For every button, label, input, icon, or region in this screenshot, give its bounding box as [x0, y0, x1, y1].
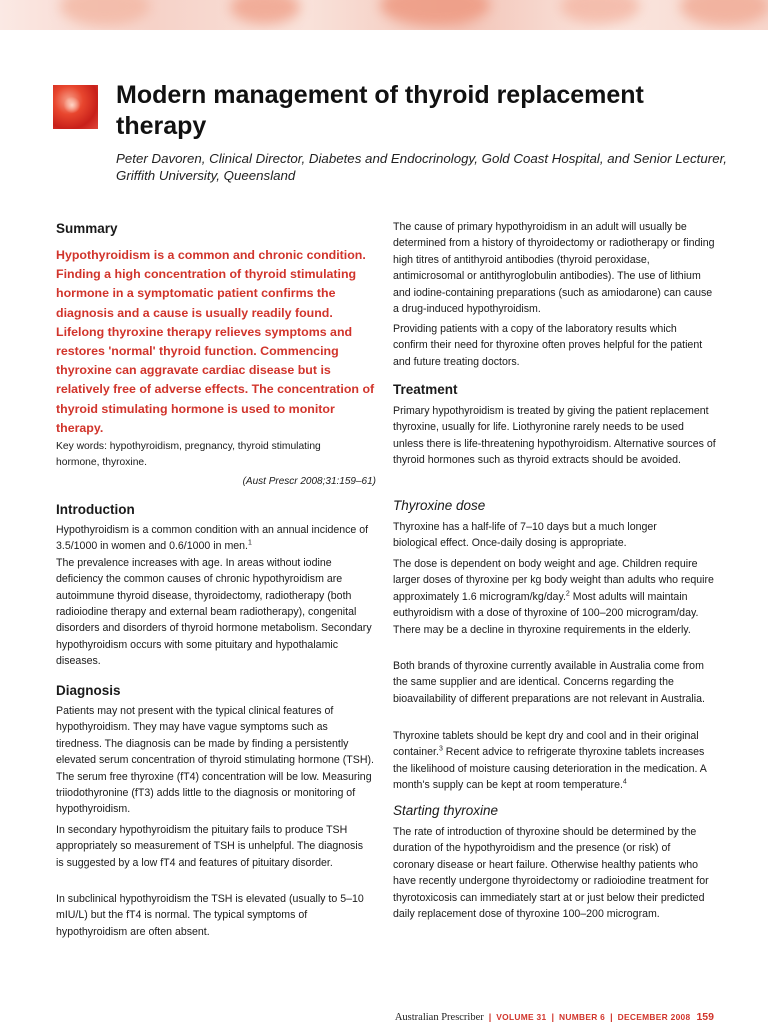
storage-text-2: Recent advice to refrigerate thyroxine tablets increases the likelihood of moisture causing deterioration in the medication. A month's supply can be kept at room temperature. — [393, 746, 707, 792]
treatment-heading: Treatment — [393, 382, 458, 397]
decorative-header-band — [0, 0, 768, 30]
reference-4: 4 — [622, 778, 627, 786]
introduction-heading: Introduction — [56, 502, 135, 517]
number-label: NUMBER 6 — [559, 1012, 606, 1022]
date-label: DECEMBER 2008 — [617, 1012, 691, 1022]
citation: (Aust Prescr 2008;31:159–61) — [242, 476, 376, 487]
starting-paragraph: The rate of introduction of thyroxine should be determined by the duration of the hypothyroidism and the presence (or risk) of coronary disease or heart failure. Otherwise healthy patients who have recently undergone thyroidectomy or radioiodine treatment for thyrotoxicosis can immediately start at or just below their predicted daily replacement dose of thyroxine 100–200 microgram. — [393, 826, 709, 921]
reference-1: 1 — [248, 539, 252, 547]
reference-3: 3 — [438, 745, 443, 753]
dose-text-1: The dose is dependent on body weight and age. Children require larger doses of thyroxine per kg body weight than adults who require approximately 1.6 microgram/kg/day. — [393, 558, 714, 603]
volume-label: VOLUME 31 — [496, 1012, 547, 1022]
journal-name: Australian Prescriber — [394, 1012, 484, 1023]
article-emblem-image — [53, 85, 98, 129]
treatment-paragraph: Primary hypothyroidism is treated by giving the patient replacement thyroxine, usually for life. Liothyronine rarely needs to be used unless there is life-threatening hypothyroidism. Alternative sources of thyroid hormones such as thyroid extracts should be avoided. — [393, 405, 716, 467]
diagnosis-paragraph-2: In secondary hypothyroidism the pituitary fails to produce TSH appropriately so measurement of TSH is unhelpful. The diagnosis is suggested by a low fT4 and features of pituitary disorder. — [56, 824, 363, 869]
diagnosis-paragraph-3: In subclinical hypothyroidism the TSH is elevated (usually to 5–10 mIU/L) but the fT4 is normal. The typical symptoms of hypothyroidism are often absent. — [56, 893, 364, 938]
diagnosis-heading: Diagnosis — [56, 683, 121, 698]
page-number: 159 — [696, 1011, 714, 1023]
article-title: Modern management of thyroid replacement therapy — [116, 81, 644, 140]
introduction-text-1: Hypothyroidism is a common condition with an annual incidence of 3.5/1000 in women and 0.6/1000 in men. — [56, 524, 369, 553]
reference-2: 2 — [565, 590, 570, 598]
summary-text: Hypothyroidism is a common and chronic condition. Finding a high concentration of thyroid stimulating hormone in a symptomatic patient confirms the diagnosis and a cause is usually readily found. Lifelong thyroxine therapy relieves symptoms and restores 'normal' thyroid function. Commencing thyroxine can aggravate cardiac disease but is relatively free of adverse effects. The concentration of thyroid stimulating hormone is used to monitor therapy. — [56, 248, 375, 435]
storage-text-1: Thyroxine tablets should be kept dry and cool and in their original container. — [393, 730, 699, 759]
cause-paragraph: The cause of primary hypothyroidism in an adult will usually be determined from a history of thyroidectomy or radiotherapy or finding high titres of antithyroid antibodies (thyroid peroxidase, antimicrosomal or antithyroglobulin antibodies). The use of lithium and iodine-containing preparations (such as amiodarone) can cause a drug-induced hypothyroidism. — [393, 221, 715, 316]
keywords: Key words: hypothyroidism, pregnancy, thyroid stimulating hormone, thyroxine. — [56, 441, 321, 468]
dose-text-2: Most adults will maintain euthyroidism with a dose of thyroxine of 100–200 microgram/day. There may be a decline in thyroxine requirements in the elderly. — [393, 590, 699, 636]
lab-results-paragraph: Providing patients with a copy of the laboratory results which confirm their need for thyroxine often proves helpful for the patient and future treating doctors. — [393, 323, 703, 368]
author-line: Peter Davoren, Clinical Director, Diabetes and Endocrinology, Gold Coast Hospital, and Senior Lecturer, Griffith University, Queensland — [116, 151, 727, 183]
summary-heading: Summary — [56, 221, 118, 236]
dose-paragraph-3: Both brands of thyroxine currently available in Australia come from the same supplier and are identical. Concerns regarding the bioavailability of different preparations are not relevant in Australia. — [393, 660, 705, 705]
introduction-text-2: The prevalence increases with age. In areas without iodine deficiency the common causes of chronic hypothyroidism are autoimmune thyroid disease, thyroidectomy, radiotherapy (both radioiodine therapy and external beam radiotherapy), congenital disorders and disorders of thyroid hormone metabolism. Secondary hypothyroidism occurs with some pituitary and hypothalamic diseases. — [56, 556, 372, 668]
dose-paragraph-2 — [393, 556, 715, 638]
diagnosis-paragraph-1: Patients may not present with the typical clinical features of hypothyroidism. They may have vague symptoms such as tiredness. The diagnosis can be made by finding a persistently elevated serum concentration of thyroid stimulating hormone (TSH). The serum free thyroxine (fT4) concentration will be low. Measuring triiodothyronine (fT3) adds little to the diagnosis or monitoring of hypothyroidism. — [56, 705, 374, 816]
dose-paragraph-1: Thyroxine has a half-life of 7–10 days but a much longer biological effect. Once-daily dosing is appropriate. — [393, 521, 657, 550]
starting-thyroxine-heading: Starting thyroxine — [393, 803, 499, 818]
thyroxine-dose-heading: Thyroxine dose — [393, 498, 486, 513]
dose-paragraph-4 — [393, 728, 715, 794]
page-footer: Australian Prescriber | VOLUME 31 | NUMBER 6 | DECEMBER 2008 159 — [394, 1011, 714, 1023]
introduction-paragraph — [56, 522, 378, 670]
